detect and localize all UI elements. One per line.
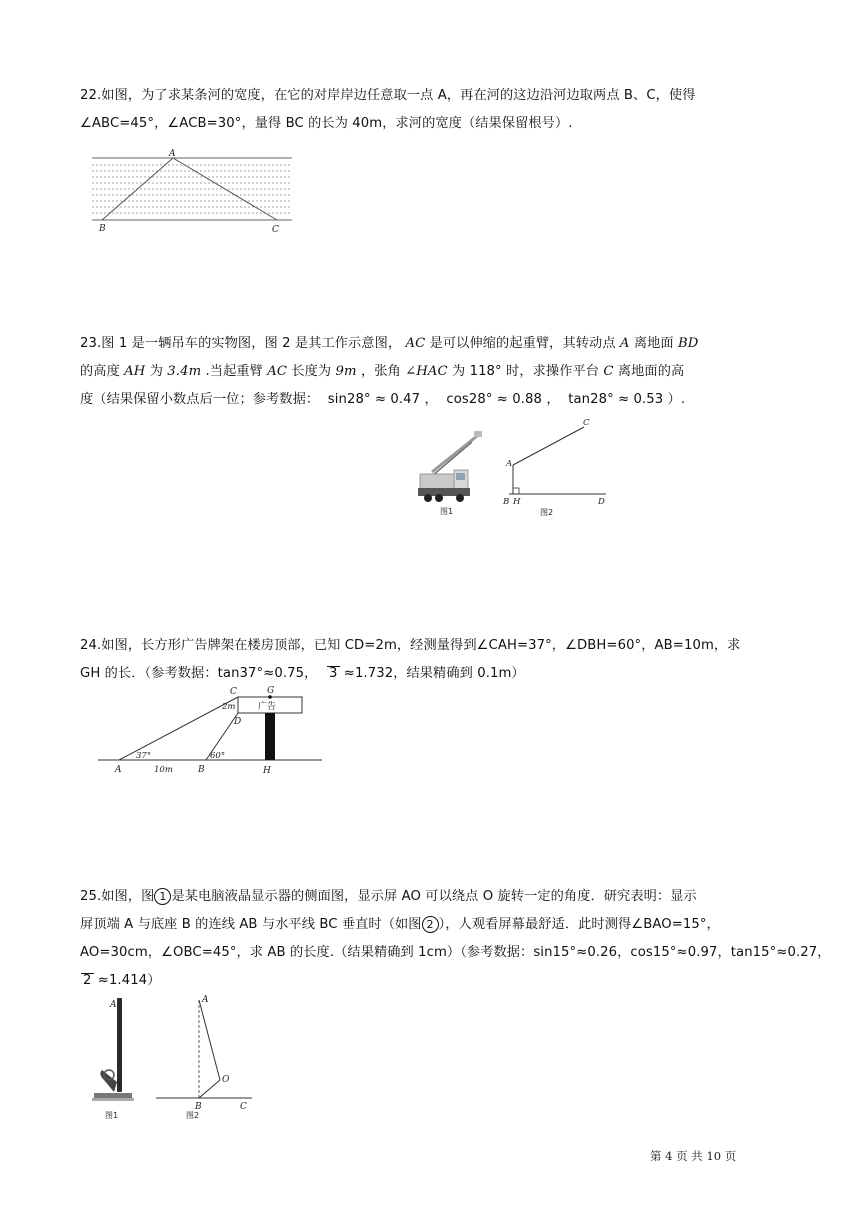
q22-river-figure [85,148,300,236]
q23-caption-fig2: 图2 [540,508,554,517]
q25-label-b: B [195,1102,202,1112]
q25-caption-fig1: 图1 [105,1111,119,1120]
q23-crane-photo [414,428,486,518]
question-25 [80,883,831,995]
q23-crane-diagram [500,418,612,518]
circled-2: 2 [422,916,439,933]
q22-line-1: 22.如图，为了求某条河的宽度，在它的对岸岸边任意取一点 A，再在河的这边沿河边取两点 B、C，使得 [80,88,696,103]
q25-label-a: A [202,995,209,1005]
q25-photo-label-a: A [110,1000,117,1010]
q24-label-g: G [267,686,275,696]
q25-caption-fig2: 图2 [186,1111,200,1120]
q23-label-d: D [598,497,605,507]
q25-line-4: 2 ≈1.414） [83,973,161,988]
q23-label-h: H [513,497,521,507]
question-22 [80,82,780,138]
q24-line-1: 24.如图，长方形广告牌架在楼房顶部，已知 CD=2m，经测量得到∠CAH=37°，∠DBH=60°，AB=10m，求 [80,638,741,653]
q24-label-h: H [263,766,271,776]
q23-line-3: 度（结果保留小数点后一位；参考数据： sin28° ≈ 0.47 ， cos28° ≈ 0.88 ， tan28° ≈ 0.53 ）. [80,392,686,407]
q25-label-c: C [240,1102,247,1112]
q25-monitor-diagram [150,990,260,1120]
q22-label-c: C [272,225,279,235]
q23-label-a: A [506,459,513,469]
q23-line-1: 23.图 1 是一辆吊车的实物图，图 2 是其工作示意图， AC 是可以伸缩的起重臂，其转动点 A 离地面 BD [80,336,699,351]
q24-angle-60: 60° [210,751,226,761]
q24-label-d: D [234,717,242,727]
q23-label-b: B [503,497,510,507]
sqrt-3: 3 [329,666,338,681]
q25-monitor-photo [88,994,138,1126]
q23-label-c: C [583,418,590,428]
sqrt-2: 2 [83,973,92,988]
q24-angle-37: 37° [136,751,152,761]
q24-label-c: C [230,687,237,697]
q23-caption-fig1: 图1 [440,507,454,516]
q25-line-3: AO=30cm，∠OBC=45°，求 AB 的长度.（结果精确到 1cm）（参考数据：sin15°≈0.26，cos15°≈0.97，tan15°≈0.27， [80,945,831,960]
q24-label-b: B [198,765,205,775]
q24-line-2: GH 的长．（参考数据：tan37°≈0.75， 3 ≈1.732，结果精确到 0.1m） [80,666,525,681]
page-footer: 第 4 页 共 10 页 [650,1149,737,1163]
q25-label-o: O [222,1075,230,1085]
q22-label-b: B [99,224,106,234]
q22-label-a: A [169,149,176,159]
q23-line-2: 的高度 AH 为 3.4m .当起重臂 AC 长度为 9m ，张角 ∠HAC 为 118° 时，求操作平台 C 离地面的高 [80,364,685,379]
q22-line-2: ∠ABC=45°，∠ACB=30°，量得 BC 的长为 40m，求河的宽度（结果保留根号）. [80,116,573,131]
q24-billboard-figure [90,684,330,778]
q25-line-1: 25.如图，图 1 是某电脑液晶显示器的侧面图，显示屏 AO 可以绕点 O 旋转一定的角度．研究表明：显示 [80,889,697,904]
question-23 [80,330,780,414]
q25-line-2: 屏顶端 A 与底座 B 的连线 AB 与水平线 BC 垂直时（如图 2 ），人观看屏幕最舒适．此时测得∠BAO=15°， [80,917,720,932]
circled-1: 1 [154,888,171,905]
q24-board-text: 广告 [258,702,277,712]
question-24 [80,632,780,688]
q24-label-cd: 2m [222,702,236,712]
q24-label-a: A [115,765,122,775]
q24-label-ab: 10m [154,765,173,775]
